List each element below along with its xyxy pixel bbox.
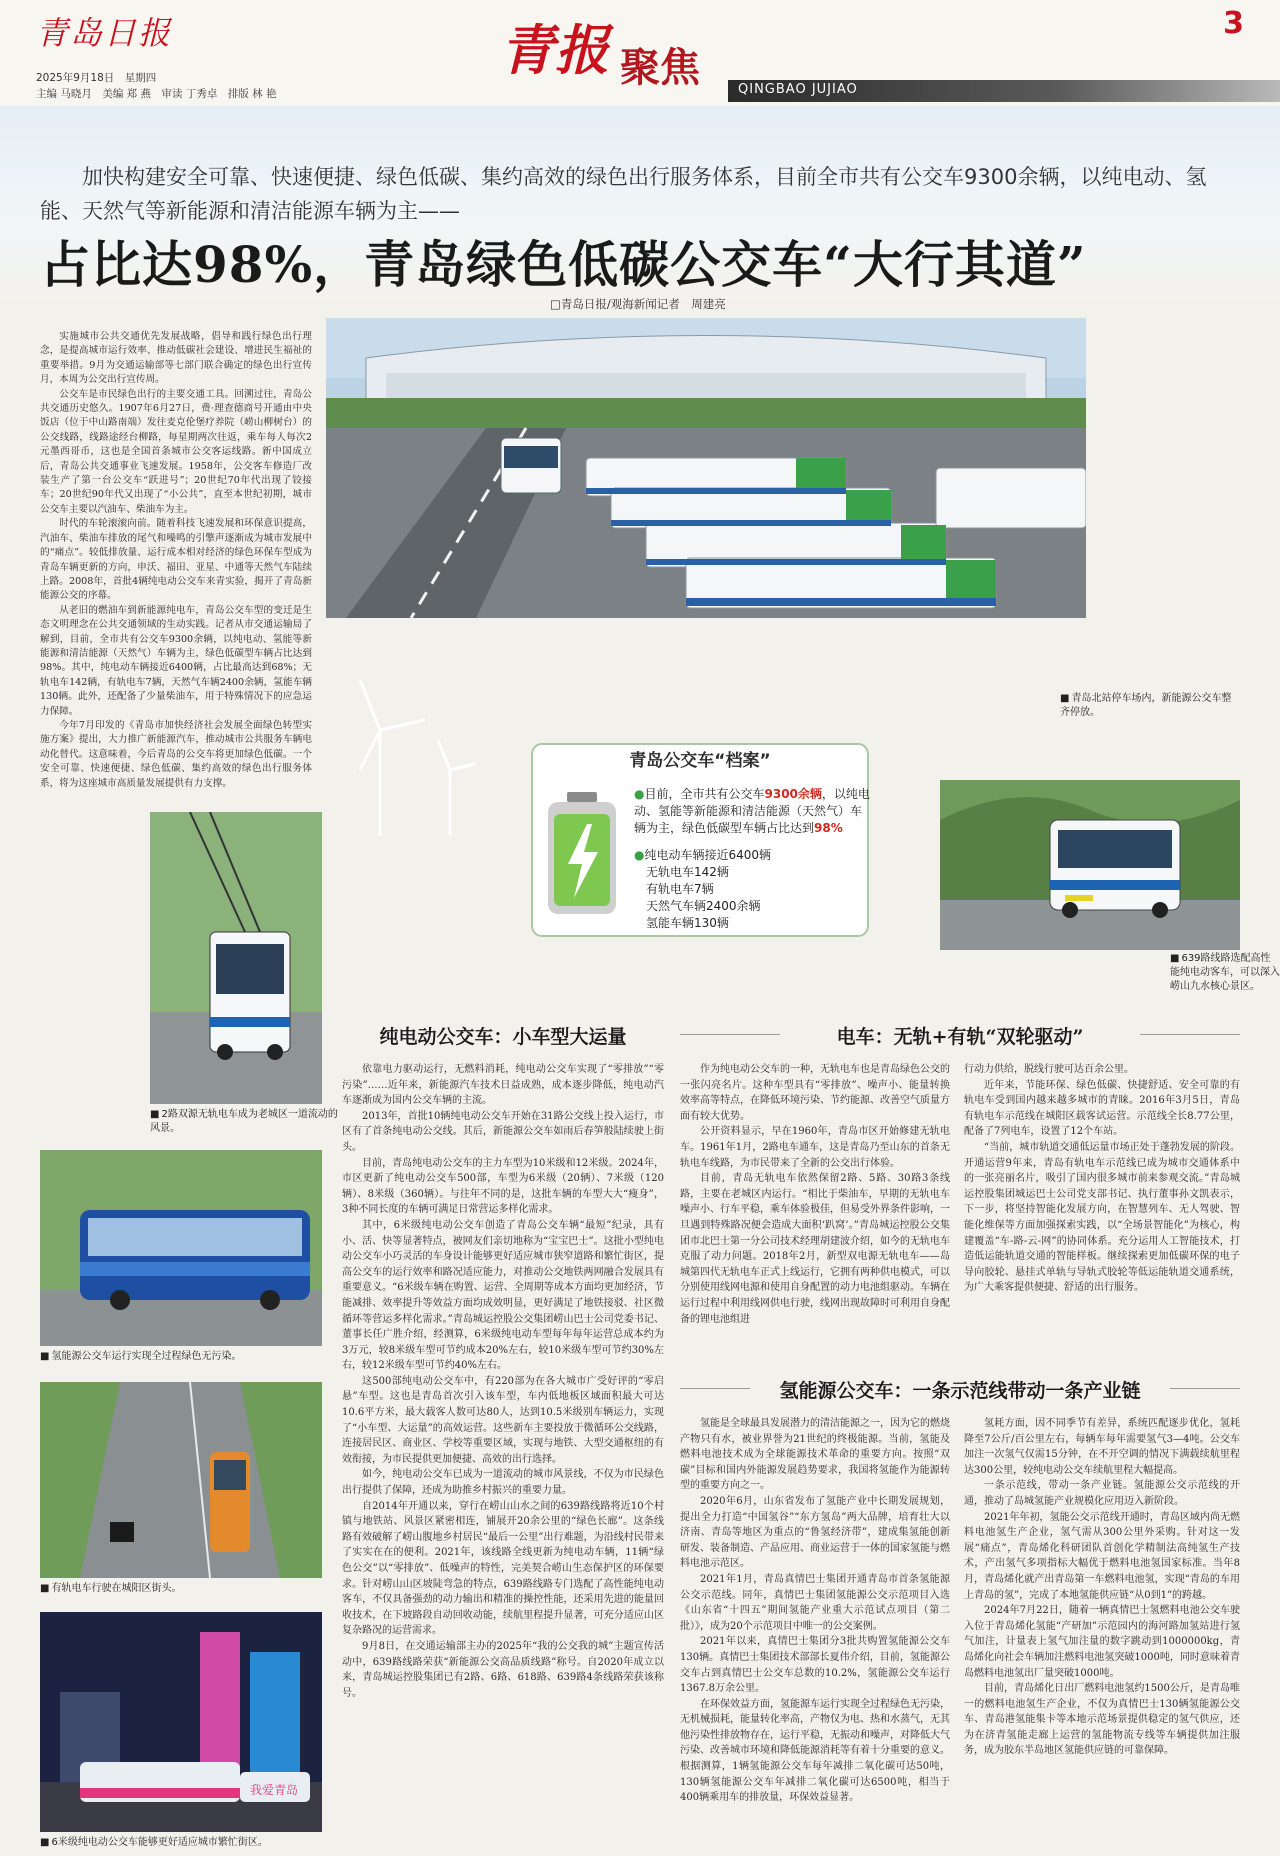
section1-title: 纯电动公交车：小车型大运量 (342, 1022, 664, 1049)
issue-date: 2025年9月18日 星期四 (36, 72, 157, 84)
route-639-photo (940, 780, 1240, 950)
green-ratio: 98% (814, 821, 843, 835)
masthead (0, 0, 1280, 106)
small-bus-night-photo (40, 1612, 322, 1832)
lead-paragraph: 公交车是市民绿色出行的主要交通工具。回溯过往，青岛公共交通历史悠久。1907年6月27日，费·理查德商号开通由中央饭店（位于中山路南端）发往麦克伦堡疗养院（崂山柳树台）的公交线路，线路途经台柳路，每星期两次往返，乘车每人每次2元墨西哥币，这也是全国首条城市公交客运线路。新中国成立后，青岛公共交通事业飞速发展。1958年，公交客车修造厂改装生产了第一台公交车“跃进号”；20世纪70年代出现了铰接车；20世纪90年代又出现了“小公共”，直至本世纪初期，城市公交车主要以汽油车、柴油车为主。 (40, 388, 312, 515)
issue-meta (36, 70, 277, 102)
total-bus-count: 9300余辆 (764, 787, 822, 801)
tram-caption: ■ 有轨电车行驶在城阳区街头。 (40, 1582, 340, 1596)
hydrogen-bus-caption: ■ 氢能源公交车运行实现全过程绿色无污染。 (40, 1350, 340, 1364)
lead-paragraph: 实施城市公共交通优先发展战略，倡导和践行绿色出行理念，是提高城市运行效率、推动低碳社会建设、增进民生福祉的重要举措。9月为交通运输部等七部门联合确定的绿色出行宣传月，本周为公交出行宣传周。 (40, 331, 312, 386)
trolleybus-caption: ■ 2路双源无轨电车成为老城区一道流动的风景。 (150, 1108, 340, 1136)
lead-paragraph: 从老旧的燃油车到新能源纯电车，青岛公交车型的变迁是生态文明理念在公共交通领域的生动实践。记者从市交通运输局了解到，目前，全市共有公交车9300余辆，以纯电动、氢能等新能源和清洁能源（天然气）车辆为主，绿色低碳型车辆占比达到98%。其中，纯电动车辆接近6400辆，占比最高达到68%；无轨电车142辆，有轨电车7辆，天然气车辆2400余辆，氢能车辆130辆。此外，还配备了少量柴油车，用于特殊情况下的应急运力保障。 (40, 604, 312, 717)
small-bus-caption: ■ 6米级纯电动公交车能够更好适应城市繁忙街区。 (40, 1836, 340, 1850)
trolleybus-photo (150, 812, 322, 1104)
archive-list-item: 天然气车辆2400余辆 (646, 899, 761, 913)
lead-column (40, 330, 312, 810)
archive-body (634, 786, 870, 932)
route-639-caption: ■ 639路线路选配高性能纯电动客车，可以深入崂山九水核心景区。 (1170, 952, 1280, 994)
paper-logo[interactable]: 青岛日报 (36, 14, 173, 52)
article-intro: 加快构建安全可靠、快速便捷、绿色低碳、集约高效的绿色出行服务体系，目前全市共有公交车9300余辆，以纯电动、氢能、天然气等新能源和清洁能源车辆为主—— (40, 165, 1207, 223)
tram-photo (40, 1382, 322, 1578)
section-english-name: QINGBAO JUJIAO (738, 82, 858, 97)
article-byline: □青岛日报/观海新闻记者 周建亮 (550, 297, 726, 311)
battery-charging-icon (542, 790, 622, 920)
archive-summary: ●目前，全市共有公交车9300余辆，以纯电动、氢能等新能源和清洁能源（天然气）车辆为主，绿色低碳型车辆占比达到98% (634, 787, 870, 835)
lead-paragraph: 时代的车轮滚滚向前。随着科技飞速发展和环保意识提高，汽油车、柴油车排放的尾气和噪鸣的引擎声逐渐成为城市发展中的“痛点”。较低排放量、运行成本相对经济的绿色环保车型成为青岛车辆更新的方向，申沃、福田、亚星、中通等天然气车陆续上路。2008年，首批4辆纯电动公交车来青实验，揭开了青岛新能源公交的序幕。 (40, 518, 312, 602)
section2-body-right: 行动力供给，脱线行驶可达百余公里。 近年来，节能环保、绿色低碳、快捷舒适、安全可靠的有轨电车受到国内越来越多城市的青睐。2016年3月5日，青岛有轨电车示范线在城阳区载客试运营。示范线全长8.77公里，配备了7列电车，设置了12个车站。 “当前，城市轨道交通低运量市场正处于蓬勃发展的阶段。开通运营9年来，青岛有轨电车示范线已成为城市交通体系中的一张亮丽名片，吸引了国内很多城市前来参观交流。”青岛城运控股集团城运巴士公司党支部书记、执行董事孙文凯表示，下一步，将坚持智能化发展方向，在智慧列车、无人驾驶、智能化维保等方面加强探索实践，以“全场景智能化”为核心，构建覆盖“车-路-云-网”的协同体系。充分运用人工智能技术，打造低运能轨道交通的智能样板。继续探索更加低碳环保的电子导向胶轮、悬挂式单轨与导轨式胶轮等低运能轨道交通系统，为广大乘客提供便捷、舒适的出行服务。 (964, 1064, 1240, 1294)
archive-title: 青岛公交车“档案” (629, 751, 771, 771)
archive-list (634, 847, 870, 932)
archive-list-item: ●纯电动车辆接近6400辆 (634, 848, 772, 862)
staff-credits: 主编 马晓月 美编 郑 燕 审读 丁秀卓 排版 林 艳 (36, 88, 277, 100)
lead-paragraph: 今年7月印发的《青岛市加快经济社会发展全面绿色转型实施方案》提出，大力推广新能源汽车，推动城市公共服务车辆电动化替代。这意味着，今后青岛的公交车将更加绿色低碳。一个安全可靠、快速便捷、绿色低碳、集约高效的绿色出行服务体系，将为这座城市高质量发展提供有力支撑。 (40, 719, 312, 789)
station-photo-caption: ■ 青岛北站停车场内，新能源公交车整齐停放。 (1060, 692, 1240, 720)
section2-body-left: 作为纯电动公交车的一种，无轨电车也是青岛绿色公交的一张闪亮名片。这种车型具有“零排放”、噪声小、能量转换效率高等特点，在降低环境污染、节约能源、改善空气质量方面有较大优势。 公开资料显示，早在1960年，青岛市区开始修建无轨电车。1961年1月，2路电车通车，这是青岛乃至山东的首条无轨电车线路，为市民带来了全新的公交出行体验。 目前，青岛无轨电车依然保留2路、5路、30路3条线路，主要在老城区内运行。“相比于柴油车，早期的无轨电车噪声小、行车平稳，乘车体验极佳，但易受外界条件影响，一旦遇到特殊路况便会造成大面积‘趴窝’。”青岛城运控股公交集团市北巴士第一分公司技术经理胡建波介绍，如今的无轨电车克服了动力问题。2018年2月，新型双电源无轨电车——岛城第四代无轨电车正式上线运行，它拥有两种供电模式，可以分别使用线网电源和使用自身配置的动力电池组驱动。车辆在运行过程中利用线网供电行驶，线网出现故障时可利用自身配备的锂电池组进 (680, 1064, 950, 1325)
hydrogen-bus-photo (40, 1150, 322, 1346)
article-headline: 占比达98%，青岛绿色低碳公交车“大行其道” (40, 235, 1087, 294)
wind-turbine-icon (330, 660, 480, 840)
small-bus-banner-text: 我爱青岛 (250, 1783, 299, 1797)
section-name: 聚焦 (620, 44, 700, 91)
archive-infobox (530, 742, 870, 938)
section3-body-left: 氢能是全球最具发展潜力的清洁能源之一，因为它的燃烧产物只有水，被业界誉为21世纪的终极能源。当前，氢能及燃料电池技术成为全球能源技术革命的重要方向。按照“双碳”目标和国内外能源发展趋势要求，我国将氢能作为能源转型的重要方向之一。 2020年6月，山东省发布了氢能产业中长期发展规划，提出全力打造“中国氢谷”“东方氢岛”两大品牌，培育壮大以济南、青岛等地区为重点的“鲁氢经济带”，建成集氢能创新研发、装备制造、产品应用、商业运营于一体的国家氢能与燃料电池示范区。 2021年1月，青岛真情巴士集团开通青岛市首条氢能源公交示范线。同年，真情巴士集团氢能源公交示范项目入选《山东省“十四五”期间氢能产业重大示范试点项目（第二批）》，成为20个示范项目中唯一的公交案例。 2021年以来，真情巴士集团分3批共购置氢能源公交车130辆。真情巴士集团技术部部长夏伟介绍，目前，氢能源公交车占到真情巴士公交车总数的10.2%，氢能源公交车运行1367.8万余公里。 在环保效益方面，氢能源车运行实现全过程绿色无污染，无机械损耗，能量转化率高，产物仅为电、热和水蒸气，无其他污染性排放物存在，运行平稳，无振动和噪声，对降低大气污染、改善城市环境和降低能源消耗等有着十分重要的意义。根据测算，1辆氢能源公交车每年减排二氧化碳可达50吨，130辆氢能源公交车年减排二氧化碳可达6500吨，相当于400辆乘用车的排放量，环保效益显著。 (680, 1418, 950, 1804)
section3-body-right: 氢耗方面，因不同季节有差异，系统匹配逐步优化，氢耗降至7公斤/百公里左右，每辆车每年需要氢气3—4吨。公交车加注一次氢气仅需15分钟，在不开空调的情况下满载续航里程达300公里，较纯电动公交车续航里程大幅提高。 一条示范线，带动一条产业链。氢能源公交示范线的开通，推动了岛城氢能产业规模化应用迈入新阶段。 2021年年初，氢能公交示范线开通时，青岛区域内尚无燃料电池氢生产企业，氢气需从300公里外采购。针对这一发展“痛点”，青岛烯化科研团队首创化学精制法高纯氢生产技术，产出氢气多项指标大幅优于燃料电池氢国家标准。当年8月，青岛烯化就产出青岛第一车燃料电池氢，实现“青岛的车用上青岛的氢”，完成了本地氢能供应链“从0到1”的跨越。 2024年7月22日，随着一辆真情巴士氢燃料电池公交车驶入位于青岛烯化氢能“产研加”示范园内的海河路加氢站进行氢气加注，计量表上氢气加注量的数字跳动到1000000kg，青岛烯化向社会车辆加注燃料电池氢突破1000吨，同时意味着青岛燃料电池氢出厂量突破1000吨。 目前，青岛烯化日出厂燃料电池氢约1500公斤，是青岛唯一的燃料电池氢生产企业，不仅为真情巴士130辆氢能源公交车、青岛港氢能集卡等本地示范场景提供稳定的氢气供应，还为在济青氢能走廊上运营的氢能物流专线等车辆提供加注服务，成为胶东半岛地区氢能供应链的可靠保障。 (964, 1418, 1240, 1757)
section3-title: 氢能源公交车：一条示范线带动一条产业链 (750, 1376, 1170, 1403)
section1-body: 依靠电力驱动运行，无燃料消耗，纯电动公交车实现了“零排放”“零污染”……近年来，新能源汽车技术日益成熟，成本逐步降低，纯电动汽车逐渐成为国内公交车辆的主流。 2013年，首批10辆纯电动公交车开始在31路公交线上投入运行，市区有了首条纯电动公交线。其后，新能源公交车如雨后春笋般陆续驶上街头。 目前，青岛纯电动公交车的主力车型为10米级和12米级。2024年，市区更新了纯电动公交车500部，车型为6米级（20辆）、7米级（120辆）、8米级（360辆）。与往年不同的是，这批车辆的车型大大“瘦身”，3种不同长度的车辆可满足日常营运多样化需求。 其中，6米级纯电动公交车创造了青岛公交车辆“最短”纪录，具有小、活、快等显著特点，被网友们亲切地称为“宝宝巴士”。这批小型纯电动公交车小巧灵活的车身设计能够更好适应城市狭窄道路和繁忙街区，提高公交车的运行效率和路况适应能力，对推动公交地铁两网融合发展具有重要意义。“6米级车辆在购置、运营、全周期等成本方面均更加经济，节能减排、效率提升等效益方面均成效明显，更好满足了地铁接驳、社区微循环等营运多样化需求。”青岛城运控股公交集团崂山巴士公司党委书记、董事长任广胜介绍，经测算，6米级纯电动车型每年每年运营总成本约为3万元，较8米级车型可节约成本20%左右，较10米级车型可节约30%左右，较12米级车型可节约40%左右。 这500部纯电动公交车中，有220部为在各大城市广受好评的“零启悬”车型。这也是青岛首次引入该车型，车内低地板区域面积最大可达10.6平方米，最大载客人数可达80人，达到10.5米级别车辆运力，实现了“小车型、大运量”的高效运营。这些新车主要投放于微循环公交线路，连接居民区、商业区、学校等重要区域，实现与地铁、大型交通枢纽的有效衔接，为市民提供更加便捷、高效的出行选择。 如今，纯电动公交车已成为一道流动的城市风景线，不仅为市民绿色出行提供了保障，还成为助推乡村振兴的重要力量。 自2014年开通以来，穿行在崂山山水之间的639路线路将近10个村镇与地铁站、风景区紧密相连，铺展开20余公里的“绿色长廊”。这条线路有效破解了崂山腹地乡村居民“最后一公里”出行难题，为沿线村民带来了实实在在的便利。2021年，该线路全线更新为纯电动车辆，11辆“绿色公交”以“零排放”、低噪声的特性，完美契合崂山生态保护区的环保要求。针对崂山山区坡陡弯急的特点，639路线路专门选配了高性能纯电动客车，不仅具备强劲的动力输出和精准的操控性能，还采用先进的能量回收技术，在下坡路段自动回收动能，续航里程提升显著，可充分适应山区复杂路况的运营需求。 9月8日，在交通运输部主办的2025年“我的公交我的城”主题宣传活动中，639路线路荣获“新能源公交高品质线路”称号。自2020年成立以来，青岛城运控股集团已有2路、6路、618路、639路4条线路荣获该称号。 (342, 1064, 664, 1699)
archive-list-item: 有轨电车7辆 (646, 882, 714, 896)
section-logo: 青报 (500, 18, 610, 82)
archive-list-item: 无轨电车142辆 (646, 865, 729, 879)
page-number: 3 (1223, 6, 1244, 41)
station-parking-photo (326, 318, 1086, 618)
section2-title: 电车：无轨+有轨“双轮驱动” (780, 1022, 1140, 1049)
archive-list-item: 氢能车辆130辆 (646, 916, 729, 930)
